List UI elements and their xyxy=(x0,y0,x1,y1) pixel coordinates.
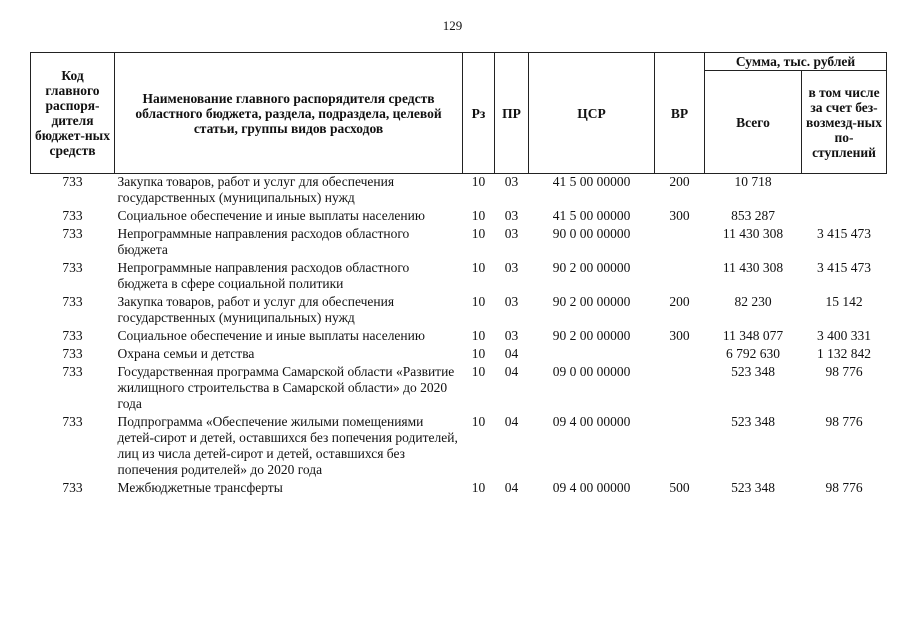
cell-total: 523 348 xyxy=(731,414,775,429)
cell-csr: 41 5 00 00000 xyxy=(552,174,631,189)
cell-rz: 10 xyxy=(471,364,486,379)
cell-name: Непрограммные направления расходов областного бюджета xyxy=(117,226,410,257)
cell-rz: 10 xyxy=(471,346,486,361)
cell-pr: 04 xyxy=(504,364,519,379)
cell-name: Охрана семьи и детства xyxy=(117,346,255,361)
cell-total: 11 430 308 xyxy=(722,226,784,241)
page-number: 129 xyxy=(442,18,463,33)
cell-csr: 09 4 00 00000 xyxy=(552,414,631,429)
cell-pr: 03 xyxy=(504,294,519,309)
cell-total: 523 348 xyxy=(731,364,775,379)
cell-vr: 200 xyxy=(669,174,690,189)
cell-csr: 41 5 00 00000 xyxy=(552,208,631,223)
cell-vr: 200 xyxy=(669,294,690,309)
cell-rz: 10 xyxy=(471,260,486,275)
cell-csr: 90 2 00 00000 xyxy=(552,328,631,343)
cell-pr: 04 xyxy=(504,480,519,495)
cell-total: 10 718 xyxy=(734,174,772,189)
header-vr: ВР xyxy=(655,53,705,174)
cell-name: Социальное обеспечение и иные выплаты населению xyxy=(117,208,425,223)
header-pr: ПР xyxy=(495,53,529,174)
budget-table xyxy=(30,52,887,498)
header-sum: Сумма, тыс. рублей xyxy=(705,53,887,71)
header-csr: ЦСР xyxy=(529,53,655,174)
cell-rz: 10 xyxy=(471,226,486,241)
cell-free: 3 415 473 xyxy=(817,226,871,241)
cell-rz: 10 xyxy=(471,328,486,343)
cell-pr: 03 xyxy=(504,226,519,241)
cell-pr: 03 xyxy=(504,208,519,223)
table-row xyxy=(31,174,887,209)
cell-name: Подпрограмма «Обеспечение жилыми помещениями детей-сирот и детей, оставшихся без попечения родителей, лиц из числа детей-сирот и детей, оставшихся без попечения родителей» до 2020 года xyxy=(117,414,458,477)
cell-csr: 90 2 00 00000 xyxy=(552,260,631,275)
table-row xyxy=(31,414,887,480)
cell-total: 11 348 077 xyxy=(722,328,784,343)
cell-code: 733 xyxy=(62,226,83,241)
cell-code: 733 xyxy=(62,174,83,189)
cell-code: 733 xyxy=(62,208,83,223)
header-name: Наименование главного распорядителя средств областного бюджета, раздела, подраздела, целевой статьи, группы видов расходов xyxy=(115,53,463,174)
cell-free: 3 400 331 xyxy=(817,328,871,343)
cell-rz: 10 xyxy=(471,414,486,429)
cell-csr: 09 0 00 00000 xyxy=(552,364,631,379)
cell-total: 6 792 630 xyxy=(726,346,780,361)
cell-csr: 90 2 00 00000 xyxy=(552,294,631,309)
cell-free: 98 776 xyxy=(825,364,863,379)
cell-free: 3 415 473 xyxy=(817,260,871,275)
cell-pr: 03 xyxy=(504,174,519,189)
cell-code: 733 xyxy=(62,346,83,361)
cell-csr: 90 0 00 00000 xyxy=(552,226,631,241)
table-row xyxy=(31,208,887,226)
cell-free: 98 776 xyxy=(825,414,863,429)
cell-pr: 03 xyxy=(504,260,519,275)
cell-code: 733 xyxy=(62,260,83,275)
cell-vr: 300 xyxy=(669,328,690,343)
cell-free xyxy=(802,174,887,209)
table-row xyxy=(31,226,887,260)
cell-total: 11 430 308 xyxy=(722,260,784,275)
cell-total: 82 230 xyxy=(734,294,772,309)
cell-rz: 10 xyxy=(471,208,486,223)
cell-free: 15 142 xyxy=(825,294,863,309)
cell-code: 733 xyxy=(62,294,83,309)
header-free: в том числе за счет без-возмезд-ных по-ступлений xyxy=(802,71,887,174)
cell-rz: 10 xyxy=(471,294,486,309)
cell-total: 853 287 xyxy=(731,208,775,223)
table-row xyxy=(31,346,887,364)
cell-free: 1 132 842 xyxy=(817,346,871,361)
table-body xyxy=(31,174,887,499)
cell-name: Закупка товаров, работ и услуг для обеспечения государственных (муниципальных) нужд xyxy=(117,294,395,325)
cell-pr: 04 xyxy=(504,414,519,429)
cell-rz: 10 xyxy=(471,480,486,495)
table-row xyxy=(31,294,887,328)
cell-pr: 03 xyxy=(504,328,519,343)
table-row xyxy=(31,328,887,346)
cell-vr: 300 xyxy=(669,208,690,223)
cell-code: 733 xyxy=(62,328,83,343)
cell-code: 733 xyxy=(62,480,83,495)
table-row xyxy=(31,260,887,294)
cell-vr xyxy=(655,364,705,414)
cell-name: Межбюджетные трансферты xyxy=(117,480,283,495)
cell-csr xyxy=(529,346,655,364)
header-code: Код главного распоря-дителя бюджет-ных средств xyxy=(31,53,115,174)
cell-vr: 500 xyxy=(669,480,690,495)
cell-code: 733 xyxy=(62,414,83,429)
header-rz: Рз xyxy=(463,53,495,174)
table-row xyxy=(31,364,887,414)
cell-code: 733 xyxy=(62,364,83,379)
cell-name: Непрограммные направления расходов областного бюджета в сфере социальной политики xyxy=(117,260,410,291)
cell-pr: 04 xyxy=(504,346,519,361)
table-row xyxy=(31,480,887,498)
cell-free: 98 776 xyxy=(825,480,863,495)
cell-vr xyxy=(655,226,705,260)
cell-total: 523 348 xyxy=(731,480,775,495)
cell-vr xyxy=(655,260,705,294)
cell-free xyxy=(802,208,887,226)
cell-vr xyxy=(655,414,705,480)
cell-vr xyxy=(655,346,705,364)
cell-name: Государственная программа Самарской области «Развитие жилищного строительства в Самарской области» до 2020 года xyxy=(117,364,455,411)
cell-csr: 09 4 00 00000 xyxy=(552,480,631,495)
cell-name: Социальное обеспечение и иные выплаты населению xyxy=(117,328,425,343)
cell-name: Закупка товаров, работ и услуг для обеспечения государственных (муниципальных) нужд xyxy=(117,174,395,205)
cell-rz: 10 xyxy=(471,174,486,189)
header-total: Всего xyxy=(705,71,802,174)
